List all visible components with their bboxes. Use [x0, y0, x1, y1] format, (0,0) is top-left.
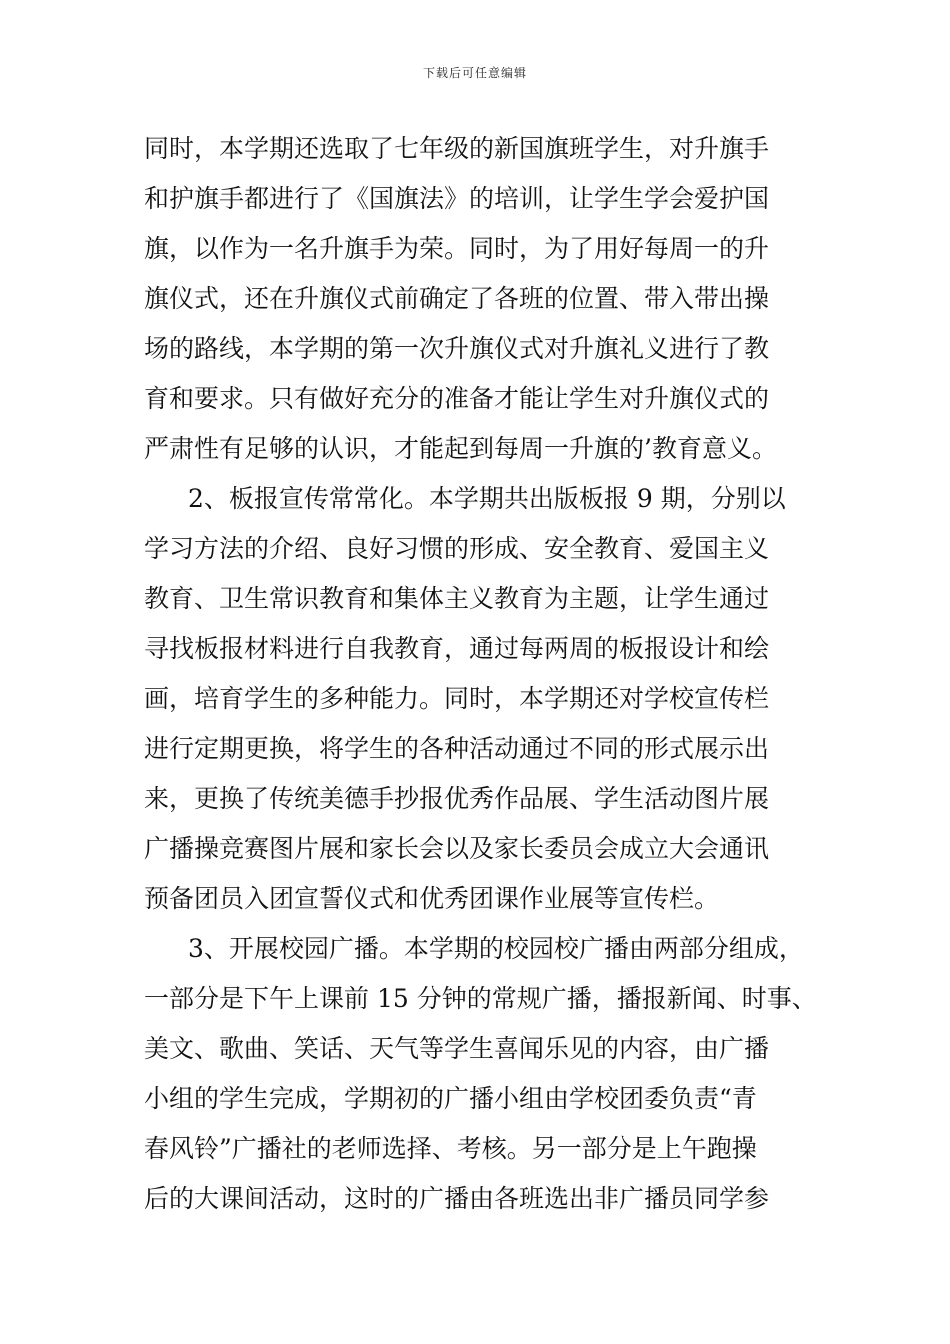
- text-line: 和护旗手都进行了《国旗法》的培训，让学生学会爱护国: [144, 184, 770, 213]
- text-line: 画，培育学生的多种能力。同时，本学期还对学校宣传栏: [144, 684, 770, 713]
- text-line: 育和要求。只有做好充分的准备才能让学生对升旗仪式的: [144, 384, 770, 413]
- text-line: 后的大课间活动，这时的广播由各班选出非广播员同学参: [144, 1184, 770, 1213]
- document-body: [144, 124, 817, 1224]
- text-line: 春风铃”广播社的老师选择、考核。另一部分是上午跑操: [144, 1134, 757, 1163]
- text-line: 同时，本学期还选取了七年级的新国旗班学生，对升旗手: [144, 134, 770, 163]
- text-line: 广播操竞赛图片展和家长会以及家长委员会成立大会通讯: [144, 834, 770, 863]
- text-line: 旗仪式，还在升旗仪式前确定了各班的位置、带入带出操: [144, 284, 770, 313]
- text-line: 小组的学生完成，学期初的广播小组由学校团委负责“青: [144, 1084, 757, 1113]
- text-line: 旗，以作为一名升旗手为荣。同时，为了用好每周一的升: [144, 234, 770, 263]
- text-line: 进行定期更换，将学生的各种活动通过不同的形式展示出: [144, 734, 770, 763]
- text-line: 美文、歌曲、笑话、天气等学生喜闻乐见的内容，由广播: [144, 1034, 770, 1063]
- paragraph-start-line: 2、板报宣传常常化。本学期共出版板报 9 期，分别以: [188, 484, 786, 513]
- text-line: 预备团员入团宣誓仪式和优秀团课作业展等宣传栏。: [144, 884, 720, 913]
- text-line: 严肃性有足够的认识，才能起到每周一升旗的’教育意义。: [144, 434, 777, 463]
- text-line: 学习方法的介绍、良好习惯的形成、安全教育、爱国主义: [144, 534, 770, 563]
- text-line: 教育、卫生常识教育和集体主义教育为主题，让学生通过: [144, 584, 770, 613]
- text-line: 一部分是下午上课前 15 分钟的常规广播，播报新闻、时事、: [144, 984, 817, 1013]
- paragraph-start-line: 3、开展校园广播。本学期的校园校广播由两部分组成，: [188, 934, 804, 963]
- text-line: 来，更换了传统美德手抄报优秀作品展、学生活动图片展: [144, 784, 770, 813]
- text-line: 寻找板报材料进行自我教育，通过每两周的板报设计和绘: [144, 634, 770, 663]
- page-header-note: 下载后可任意编辑: [422, 66, 527, 80]
- text-line: 场的路线，本学期的第一次升旗仪式对升旗礼义进行了教: [144, 334, 770, 363]
